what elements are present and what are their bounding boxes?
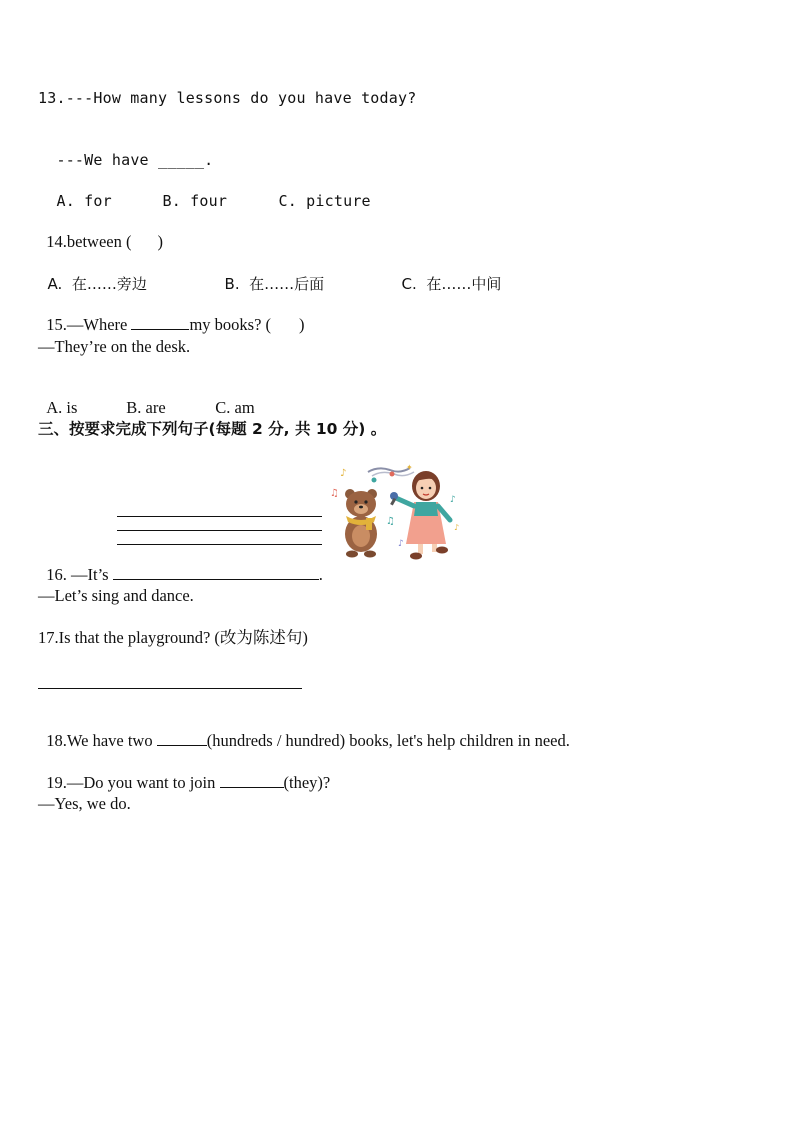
- q13-option-b[interactable]: B. four: [162, 192, 228, 210]
- q14-option-b[interactable]: B. 在……后面: [224, 275, 325, 293]
- svg-text:♫: ♫: [386, 516, 395, 527]
- q14-option-a[interactable]: A. 在……旁边: [47, 275, 147, 293]
- q14-option-c[interactable]: C. 在……中间: [401, 275, 502, 293]
- q14-question-text: 14.between (: [46, 232, 132, 251]
- q13-answer-suffix: .: [204, 151, 214, 169]
- bear-figure: [345, 489, 377, 558]
- q19-prefix: 19.—Do you want to join: [46, 773, 220, 792]
- q17-answer-line[interactable]: [38, 688, 302, 689]
- q15-question-prefix: 15.—Where: [46, 315, 132, 334]
- bear-and-girl-singing-illustration: [326, 458, 464, 562]
- q19-answer-blank[interactable]: [220, 773, 284, 788]
- q13-options: [38, 171, 371, 211]
- q19-question: [38, 753, 330, 793]
- q15-option-a[interactable]: A. is: [46, 398, 78, 417]
- q19-suffix: (they)?: [283, 773, 331, 792]
- q16-reply: —Let’s sing and dance.: [38, 586, 194, 605]
- q18-prefix: 18.We have two: [46, 731, 157, 750]
- svg-text:♪: ♪: [454, 523, 460, 532]
- q13-answer-line: [38, 130, 213, 170]
- q18-suffix: (hundreds / hundred) books, let's help children in need.: [206, 731, 570, 750]
- q14-question-close: ): [157, 232, 163, 251]
- q15-option-c[interactable]: C. am: [215, 398, 255, 417]
- q14-question: [38, 212, 163, 252]
- svg-text:♪: ♪: [450, 495, 456, 505]
- svg-text:♪: ♪: [398, 539, 404, 549]
- q15-question-suffix: my books? (: [189, 315, 272, 334]
- q16-answer-line-2[interactable]: [117, 530, 322, 531]
- q14-options: [38, 254, 501, 294]
- svg-text:✦: ✦: [406, 463, 413, 472]
- svg-text:♪: ♪: [340, 468, 347, 479]
- q18-answer-blank[interactable]: [157, 731, 207, 746]
- q16-question: [38, 545, 323, 585]
- q16-answer-line-1[interactable]: [117, 516, 322, 517]
- q15-question: [38, 295, 305, 335]
- section3-heading: 三、按要求完成下列句子(每题 2 分, 共 10 分) 。: [38, 420, 387, 438]
- q15-options: [38, 378, 255, 418]
- q13-answer-prefix: ---We have: [56, 151, 159, 169]
- q17-question: 17.Is that the playground? (改为陈述句): [38, 628, 308, 647]
- q16-suffix: .: [318, 565, 323, 584]
- svg-text:♫: ♫: [330, 488, 339, 499]
- q16-prefix: 16. —It’s: [46, 565, 113, 584]
- q13-option-a[interactable]: A. for: [56, 192, 112, 210]
- q15-question-close: ): [299, 315, 305, 334]
- q13-answer-blank[interactable]: _____: [158, 151, 205, 169]
- q13-option-c[interactable]: C. picture: [278, 192, 371, 210]
- q15-answer-blank[interactable]: [131, 315, 189, 330]
- q13-question: 13.---How many lessons do you have today?: [38, 89, 417, 107]
- q15-reply: —They’re on the desk.: [38, 337, 191, 356]
- q19-reply: —Yes, we do.: [38, 794, 131, 813]
- q15-option-b[interactable]: B. are: [126, 398, 166, 417]
- q18-question: [38, 711, 570, 751]
- q16-answer-blank[interactable]: [113, 567, 319, 580]
